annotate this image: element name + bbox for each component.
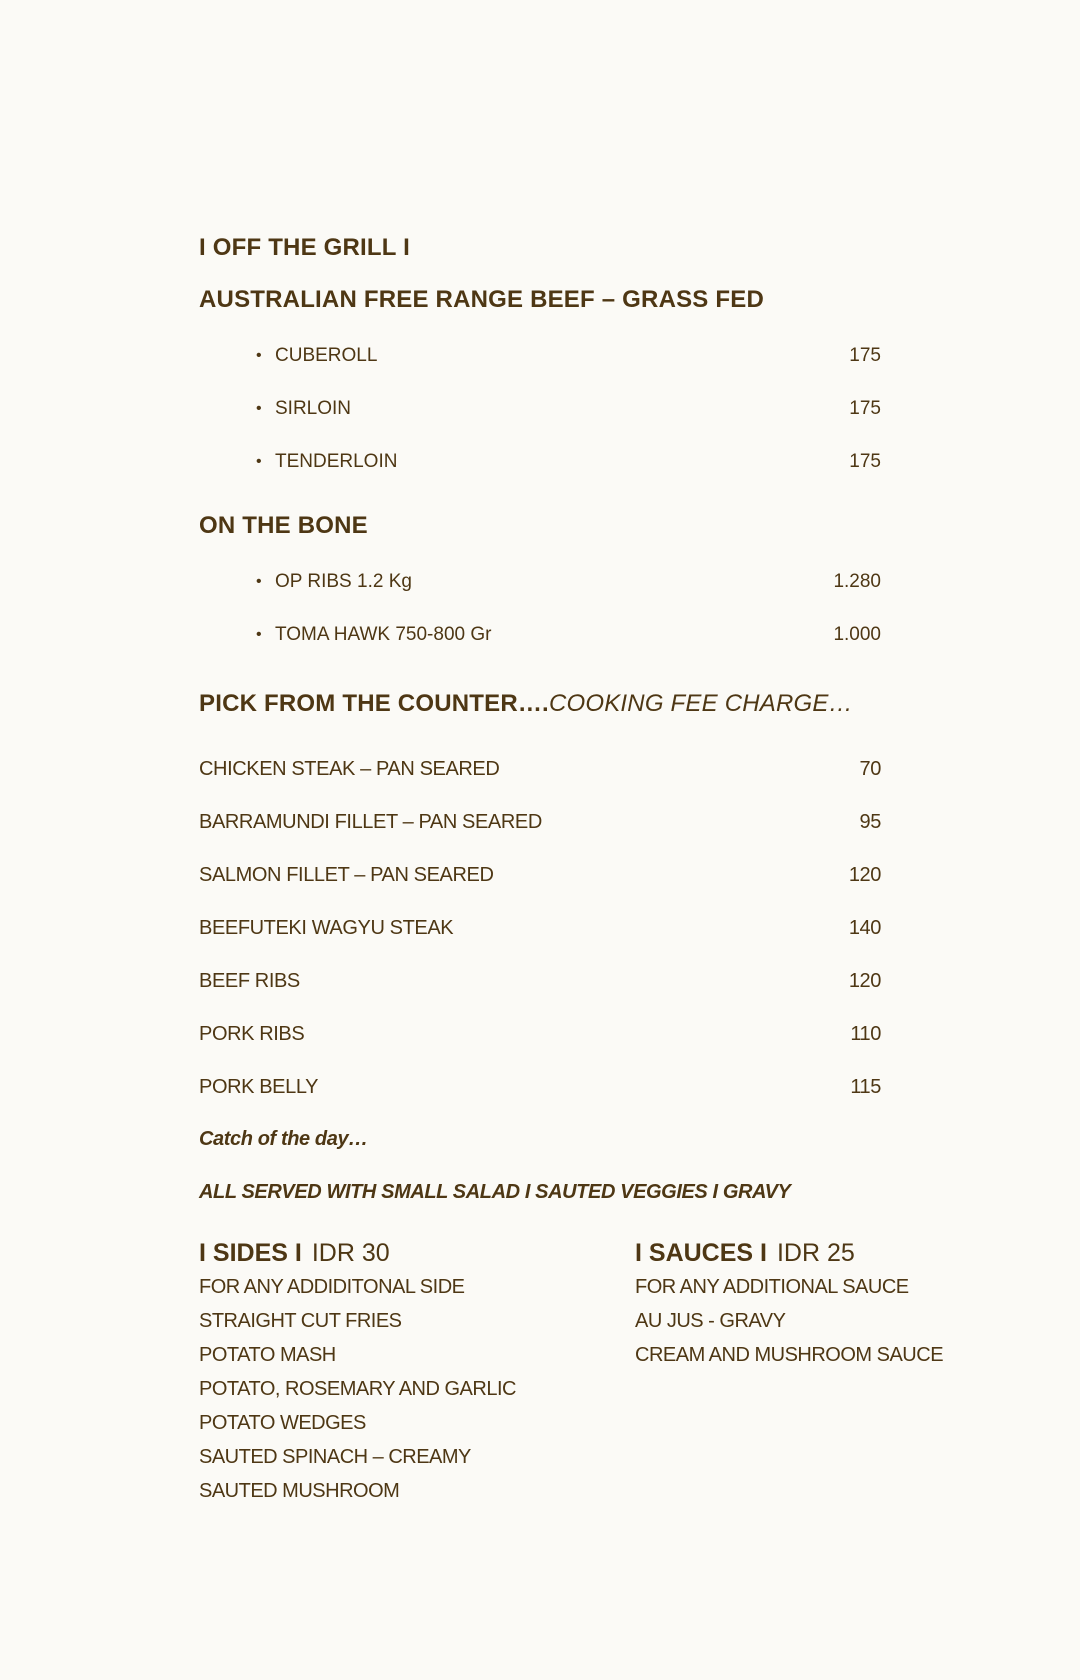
item-name: TOMA HAWK 750-800 Gr [275, 624, 492, 645]
menu-item [199, 913, 881, 943]
counter-section-heading [199, 690, 853, 718]
list-item: STRAIGHT CUT FRIES [199, 1310, 402, 1332]
menu-item [199, 754, 881, 784]
off-the-grill-heading: I OFF THE GRILL I [199, 234, 410, 261]
list-item: FOR ANY ADDITIONAL SAUCE [635, 1276, 909, 1298]
item-name: PORK BELLY [199, 1076, 319, 1098]
list-item: SAUTED SPINACH – CREAMY [199, 1446, 471, 1468]
sides-title [199, 1236, 516, 1270]
sauces-title [635, 1236, 943, 1270]
item-price: 175 [849, 398, 881, 419]
item-name: CUBEROLL [275, 345, 378, 366]
menu-item [199, 860, 881, 890]
item-price: 1.280 [833, 571, 881, 592]
list-item: POTATO, ROSEMARY AND GARLIC [199, 1378, 516, 1400]
menu-item [256, 620, 881, 650]
item-name: TENDERLOIN [275, 451, 398, 472]
menu-item [256, 394, 881, 424]
item-price: 70 [859, 758, 881, 780]
menu-item [199, 1019, 881, 1049]
menu-item [199, 1072, 881, 1102]
beef-section-heading: AUSTRALIAN FREE RANGE BEEF – GRASS FED [199, 286, 764, 313]
bullet-icon: • [256, 626, 262, 643]
list-item: POTATO MASH [199, 1344, 336, 1366]
item-price: 120 [848, 864, 881, 886]
item-name: BEEFUTEKI WAGYU STEAK [199, 917, 454, 939]
menu-item [256, 447, 881, 477]
bullet-icon: • [256, 347, 262, 364]
bullet-icon: • [256, 573, 262, 590]
sides-column [199, 1236, 516, 1508]
list-item: SAUTED MUSHROOM [199, 1480, 400, 1502]
item-price: 110 [850, 1023, 881, 1045]
menu-item [256, 567, 881, 597]
on-the-bone-heading: ON THE BONE [199, 512, 368, 539]
item-name: SALMON FILLET – PAN SEARED [199, 864, 494, 886]
list-item: AU JUS - GRAVY [635, 1310, 786, 1332]
list-item: CREAM AND MUSHROOM SAUCE [635, 1344, 944, 1366]
sides-heading: I SIDES I [199, 1239, 302, 1267]
item-name: SIRLOIN [275, 398, 352, 419]
list-item: FOR ANY ADDIDITONAL SIDE [199, 1276, 465, 1298]
item-name: OP RIBS 1.2 Kg [275, 571, 412, 592]
item-name: BARRAMUNDI FILLET – PAN SEARED [199, 811, 542, 833]
item-name: CHICKEN STEAK – PAN SEARED [199, 758, 500, 780]
bullet-icon: • [256, 400, 262, 417]
item-price: 140 [848, 917, 881, 939]
sauces-column [635, 1236, 943, 1372]
served-with-note: ALL SERVED WITH SMALL SALAD I SAUTED VEGGIES I GRAVY [199, 1181, 791, 1203]
item-name: BEEF RIBS [199, 970, 300, 992]
list-item: POTATO WEDGES [199, 1412, 366, 1434]
menu-item [199, 807, 881, 837]
counter-heading-bold: PICK FROM THE COUNTER…. [199, 690, 549, 717]
catch-of-the-day-note: Catch of the day… [199, 1128, 368, 1150]
item-price: 95 [859, 811, 881, 833]
menu-item [256, 341, 881, 371]
item-price: 175 [849, 451, 881, 472]
item-price: 120 [848, 970, 881, 992]
menu-item [199, 966, 881, 996]
sauces-heading: I SAUCES I [635, 1239, 767, 1267]
item-name: PORK RIBS [199, 1023, 305, 1045]
item-price: 115 [850, 1076, 881, 1098]
item-price: 175 [849, 345, 881, 366]
item-price: 1.000 [833, 624, 881, 645]
sauces-price: IDR 25 [776, 1239, 855, 1267]
bullet-icon: • [256, 453, 262, 470]
sides-price: IDR 30 [311, 1239, 390, 1267]
cooking-fee-note: COOKING FEE CHARGE… [548, 690, 853, 717]
